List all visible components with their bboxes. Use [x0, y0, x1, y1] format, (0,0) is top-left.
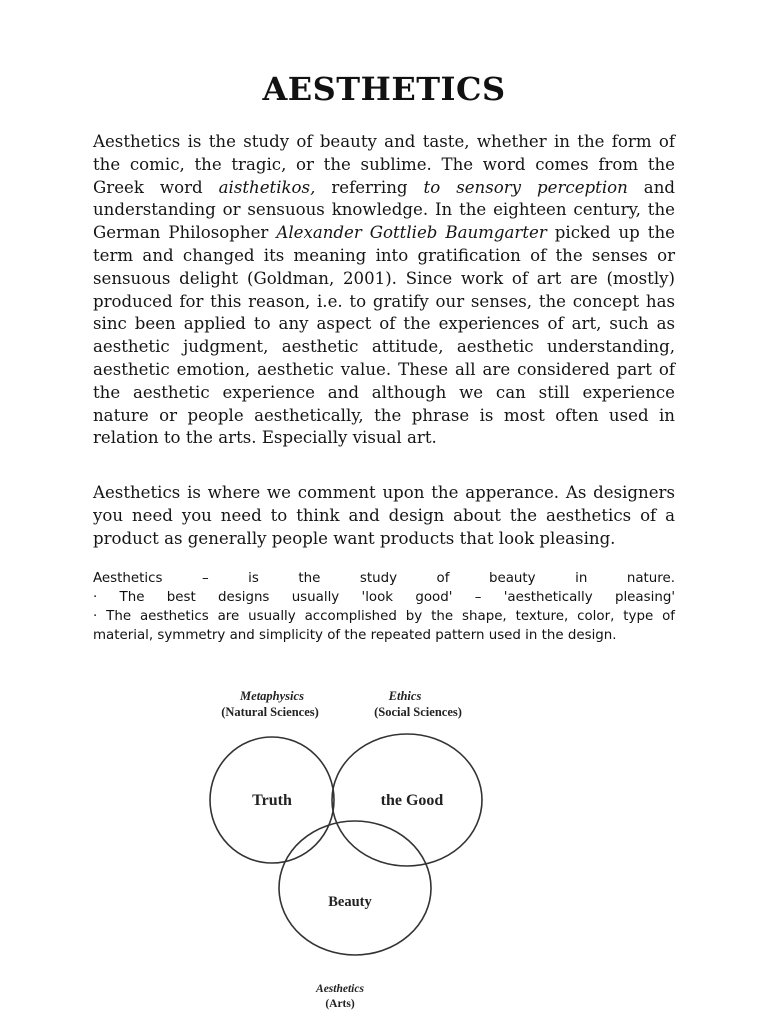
- note-bullet-accomplished: · The aesthetics are usually accomplished by the shape, texture, color, type of material, symmetry and simplicity of the repeated pattern used in the design.: [93, 609, 675, 643]
- ethics-sub-label: (Social Sciences): [374, 705, 462, 719]
- good-label: the Good: [380, 792, 444, 809]
- paragraph-text: Aesthetics is the study of beauty and taste, whether in the form of the comic, the tragic, or the sublime. The word comes from the Greek word: [93, 132, 675, 197]
- venn-diagram-svg: [200, 680, 490, 1020]
- philosopher-name: Alexander Gottlieb Baumgarter: [276, 223, 547, 243]
- paragraph-text: picked up the term and changed its meaning into gratification of the senses or sensuous delight (Goldman, 2001). Since work of art are (mostly) produced for this reason, i.e. to gratify our senses, the concept has sinc been applied to any aspect of the experiences of art, such as aesthetic judgment, aesthetic attitude, aesthetic understanding, aesthetic emotion, aesthetic value. These all are considered part of the aesthetic experience and although we can still experience nature or people aesthetically, the phrase is most often used in relation to the arts. Especially visual art.: [93, 223, 675, 448]
- note-bullet-look-good: · The best designs usually 'look good' – 'aesthetically pleasing': [93, 590, 675, 605]
- beauty-circle: [279, 821, 431, 955]
- note-definition: Aesthetics – is the study of beauty in nature.: [93, 571, 675, 586]
- venn-diagram: [200, 680, 490, 1020]
- aesthetics-sub-label: (Arts): [325, 998, 355, 1010]
- paragraph-text: referring: [315, 177, 424, 197]
- page-title: AESTHETICS: [262, 70, 506, 108]
- aesthetics-label: Aesthetics: [316, 983, 364, 995]
- paragraph-text: and understanding or sensuous knowledge. In the eighteen century, the German Philosopher: [93, 177, 676, 243]
- truth-label: Truth: [252, 792, 292, 809]
- intro-paragraph: [93, 131, 675, 450]
- notes-block: [93, 569, 675, 645]
- metaphysics-sub-label: (Natural Sciences): [221, 705, 319, 719]
- ethics-label: Ethics: [388, 689, 422, 703]
- greek-term: aisthetikos,: [218, 177, 316, 197]
- beauty-label: Beauty: [328, 894, 372, 910]
- metaphysics-label: Metaphysics: [240, 689, 304, 703]
- term-meaning: to sensory perception: [423, 177, 628, 197]
- designers-paragraph: Aesthetics is where we comment upon the apperance. As designers you need you need to think and design about the aesthetics of a product as generally people want products that look pleasing.: [93, 483, 675, 548]
